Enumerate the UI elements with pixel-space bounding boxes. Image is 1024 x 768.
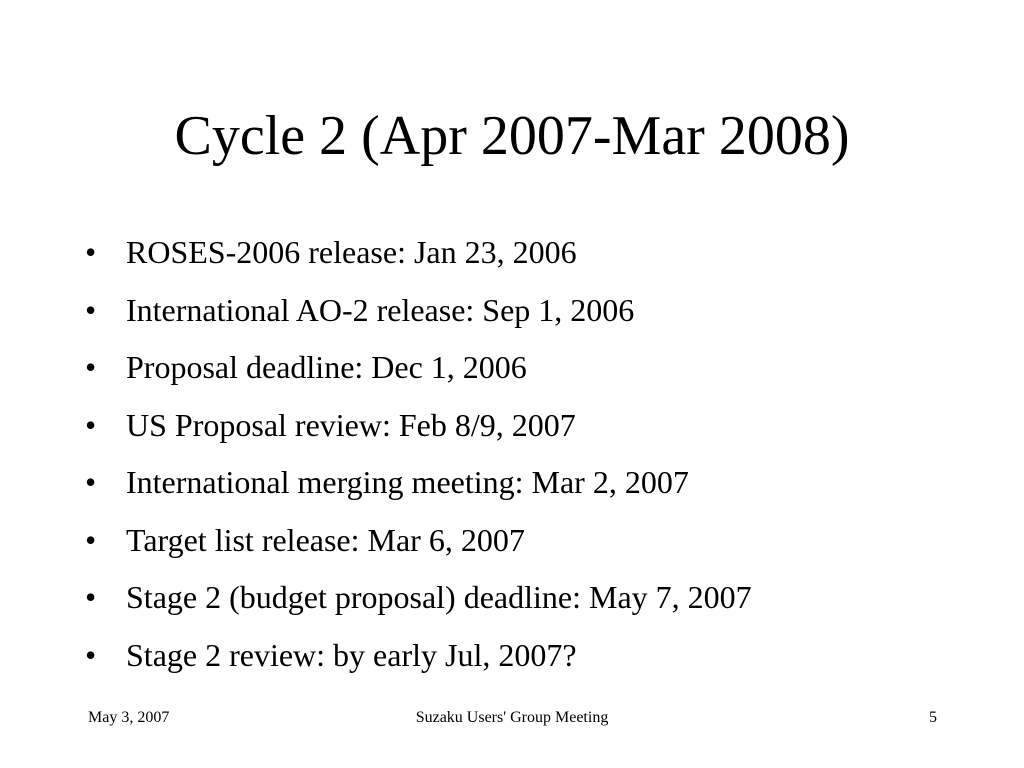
bullet-item xyxy=(85,627,985,685)
bullet-text: ROSES-2006 release: Jan 23, 2006 xyxy=(126,234,577,270)
bullet-icon: • xyxy=(85,521,97,558)
bullet-list xyxy=(85,224,985,684)
bullet-item xyxy=(85,339,985,397)
bullet-text: Stage 2 (budget proposal) deadline: May 7, 2007 xyxy=(126,579,752,615)
bullet-icon: • xyxy=(85,636,97,673)
bullet-icon: • xyxy=(85,406,97,443)
bullet-icon: • xyxy=(85,291,97,328)
bullet-item xyxy=(85,454,985,512)
bullet-icon: • xyxy=(85,579,97,615)
bullet-item xyxy=(85,569,985,627)
bullet-text: US Proposal review: Feb 8/9, 2007 xyxy=(126,406,576,443)
bullet-text: Stage 2 review: by early Jul, 2007? xyxy=(126,636,577,673)
bullet-text: Target list release: Mar 6, 2007 xyxy=(126,521,525,558)
footer-date: May 3, 2007 xyxy=(88,709,170,726)
bullet-item xyxy=(85,397,985,455)
bullet-text: Proposal deadline: Dec 1, 2006 xyxy=(126,349,527,385)
bullet-icon: • xyxy=(85,349,97,385)
bullet-item xyxy=(85,224,985,282)
bullet-text: International merging meeting: Mar 2, 2007 xyxy=(126,464,689,500)
footer-page-number: 5 xyxy=(929,709,937,726)
bullet-icon: • xyxy=(85,464,97,500)
footer-meeting-title: Suzaku Users' Group Meeting xyxy=(415,709,609,726)
slide-title: Cycle 2 (Apr 2007-Mar 2008) xyxy=(174,105,850,167)
bullet-item xyxy=(85,512,985,570)
bullet-icon: • xyxy=(85,234,97,270)
bullet-text: International AO-2 release: Sep 1, 2006 xyxy=(126,291,635,328)
bullet-item xyxy=(85,282,985,340)
